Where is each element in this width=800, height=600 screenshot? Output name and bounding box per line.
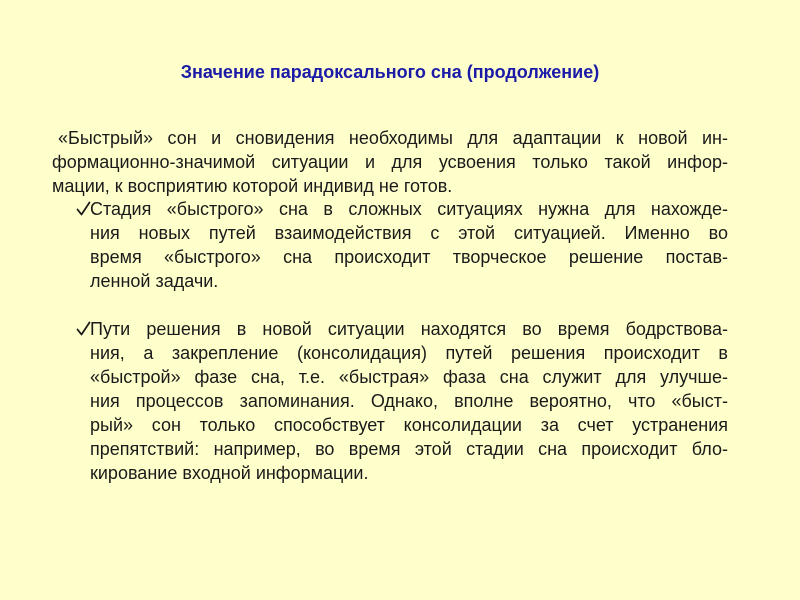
intro-line: «Быстрый» сон и сновидения необходимы для адаптации к новой ин- xyxy=(58,128,728,148)
bullet-text xyxy=(90,317,728,485)
bullet-line: препятствий: например, во время этой стадии сна происходит бло- xyxy=(90,439,728,459)
bullet-line: ния новых путей взаимодействия с этой ситуацией. Именно во xyxy=(90,223,728,243)
bullet-line: ния, а закрепление (консолидация) путей решения происходит в xyxy=(90,343,728,363)
intro-line: формационно-значимой ситуации и для усвоения только такой инфор- xyxy=(52,152,728,172)
slide-title: Значение парадоксального сна (продолжение) xyxy=(180,62,600,82)
bullet-item xyxy=(76,317,728,485)
bullet-line: рый» сон только способствует консолидации за счет устранения xyxy=(90,415,728,435)
bullet-item xyxy=(76,197,728,293)
bullet-line: «быстрой» фазе сна, т.е. «быстрая» фаза сна служит для улучше- xyxy=(90,367,728,387)
bullet-line: Стадия «быстрого» сна в сложных ситуациях нужна для нахожде- xyxy=(90,199,728,219)
bullet-line: Пути решения в новой ситуации находятся во время бодрствова- xyxy=(90,319,728,339)
intro-line: мации, к восприятию которой индивид не готов. xyxy=(52,176,453,196)
check-icon xyxy=(76,201,91,217)
bullet-line: ния процессов запоминания. Однако, вполне вероятно, что «быст- xyxy=(90,391,728,411)
bullet-line: кирование входной информации. xyxy=(90,463,369,483)
check-icon xyxy=(76,321,91,337)
bullet-line: ленной задачи. xyxy=(90,271,219,291)
bullet-text xyxy=(90,197,728,293)
intro-paragraph xyxy=(52,126,728,198)
bullet-line: время «быстрого» сна происходит творческое решение постав- xyxy=(90,247,728,267)
